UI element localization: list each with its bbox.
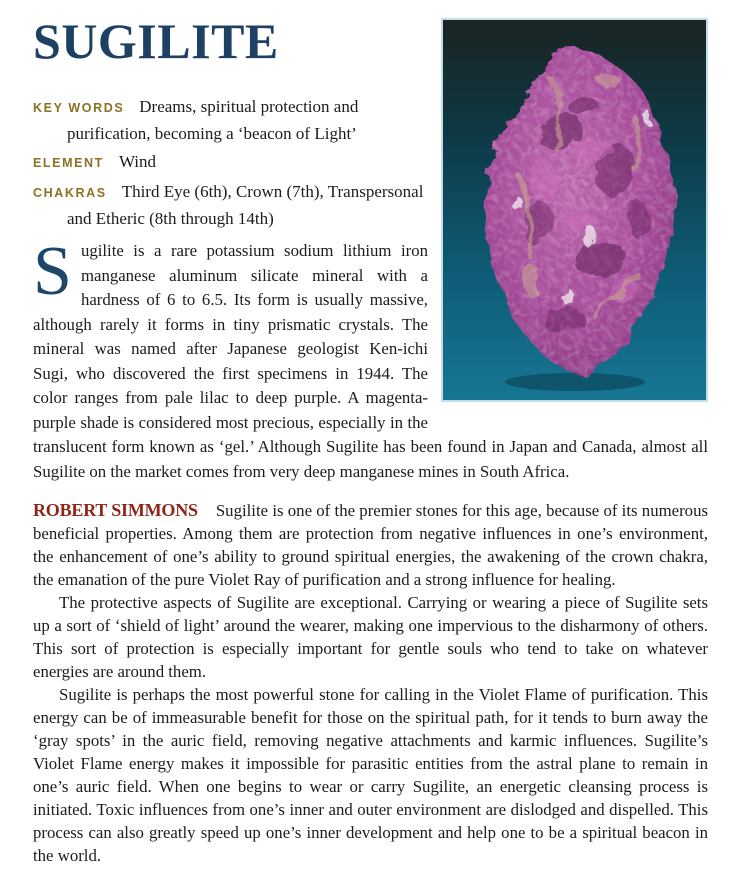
element-label: ELEMENT	[33, 156, 104, 170]
author-label: ROBERT SIMMONS	[33, 500, 198, 520]
key-words-value: Dreams, spiritual protection and purification, becoming a ‘beacon of Light’	[67, 97, 359, 143]
sugilite-specimen-image	[443, 20, 706, 400]
drop-cap: S	[33, 233, 72, 310]
sugilite-photo	[441, 18, 708, 402]
author-paragraph-text: Sugilite is one of the premier stones for this age, because of its numerous beneficial properties. Among them are protection from negative influences in one’s environment, the enhancement of one’s ability to ground spiritual energies, the awakening of the crown chakra, the emanation of the pure Violet Ray of purification and a strong influence for healing.	[33, 501, 708, 589]
intro-text: ugilite is a rare potassium sodium lithium iron manganese aluminum silicate mineral with a hardness of 6 to 6.5. Its form is usually massive, although rarely it forms in tiny prismatic crystals. The mineral was named after Japanese geologist Ken-ichi Sugi, who discovered the first specimens in 1944. The color ranges from pale lilac to deep purple. A magenta-purple shade is considered most precious, especially in the translucent form known as ‘gel.’ Although Sugilite has been found in Japan and Canada, almost all Sugilite on the market comes from very deep manganese mines in South Africa.	[33, 241, 708, 481]
stone-shadow	[505, 373, 645, 391]
key-words-label: KEY WORDS	[33, 101, 125, 115]
chakras-value: Third Eye (6th), Crown (7th), Transpersonal and Etheric (8th through 14th)	[67, 182, 424, 228]
element-value: Wind	[118, 152, 157, 171]
body-paragraph-2: The protective aspects of Sugilite are exceptional. Carrying or wearing a piece of Sugilite sets up a sort of ‘shield of light’ around the wearer, making one impervious to the disharmony of others. This sort of protection is especially important for gentle souls who tend to take on whatever energies are around them.	[33, 593, 708, 681]
author-paragraph	[33, 499, 708, 591]
body-paragraph-3: Sugilite is perhaps the most powerful stone for calling in the Violet Flame of purification. This energy can be of immeasurable benefit for those on the spiritual path, for it tends to burn away the ‘gray spots’ in the auric field, removing negative attachments and karmic influences. Sugilite’s Violet Flame energy makes it impossible for parasitic entities from the astral plane to remain in one’s auric field. When one begins to wear or carry Sugilite, an energetic cleansing process is initiated. Toxic influences from one’s inner and outer environment are dislodged and dispelled. This process can also greatly speed up one’s inner development and help one to be a spiritual beacon in the world.	[33, 685, 708, 865]
page-title: SUGILITE	[33, 13, 279, 69]
chakras-label: CHAKRAS	[33, 186, 107, 200]
